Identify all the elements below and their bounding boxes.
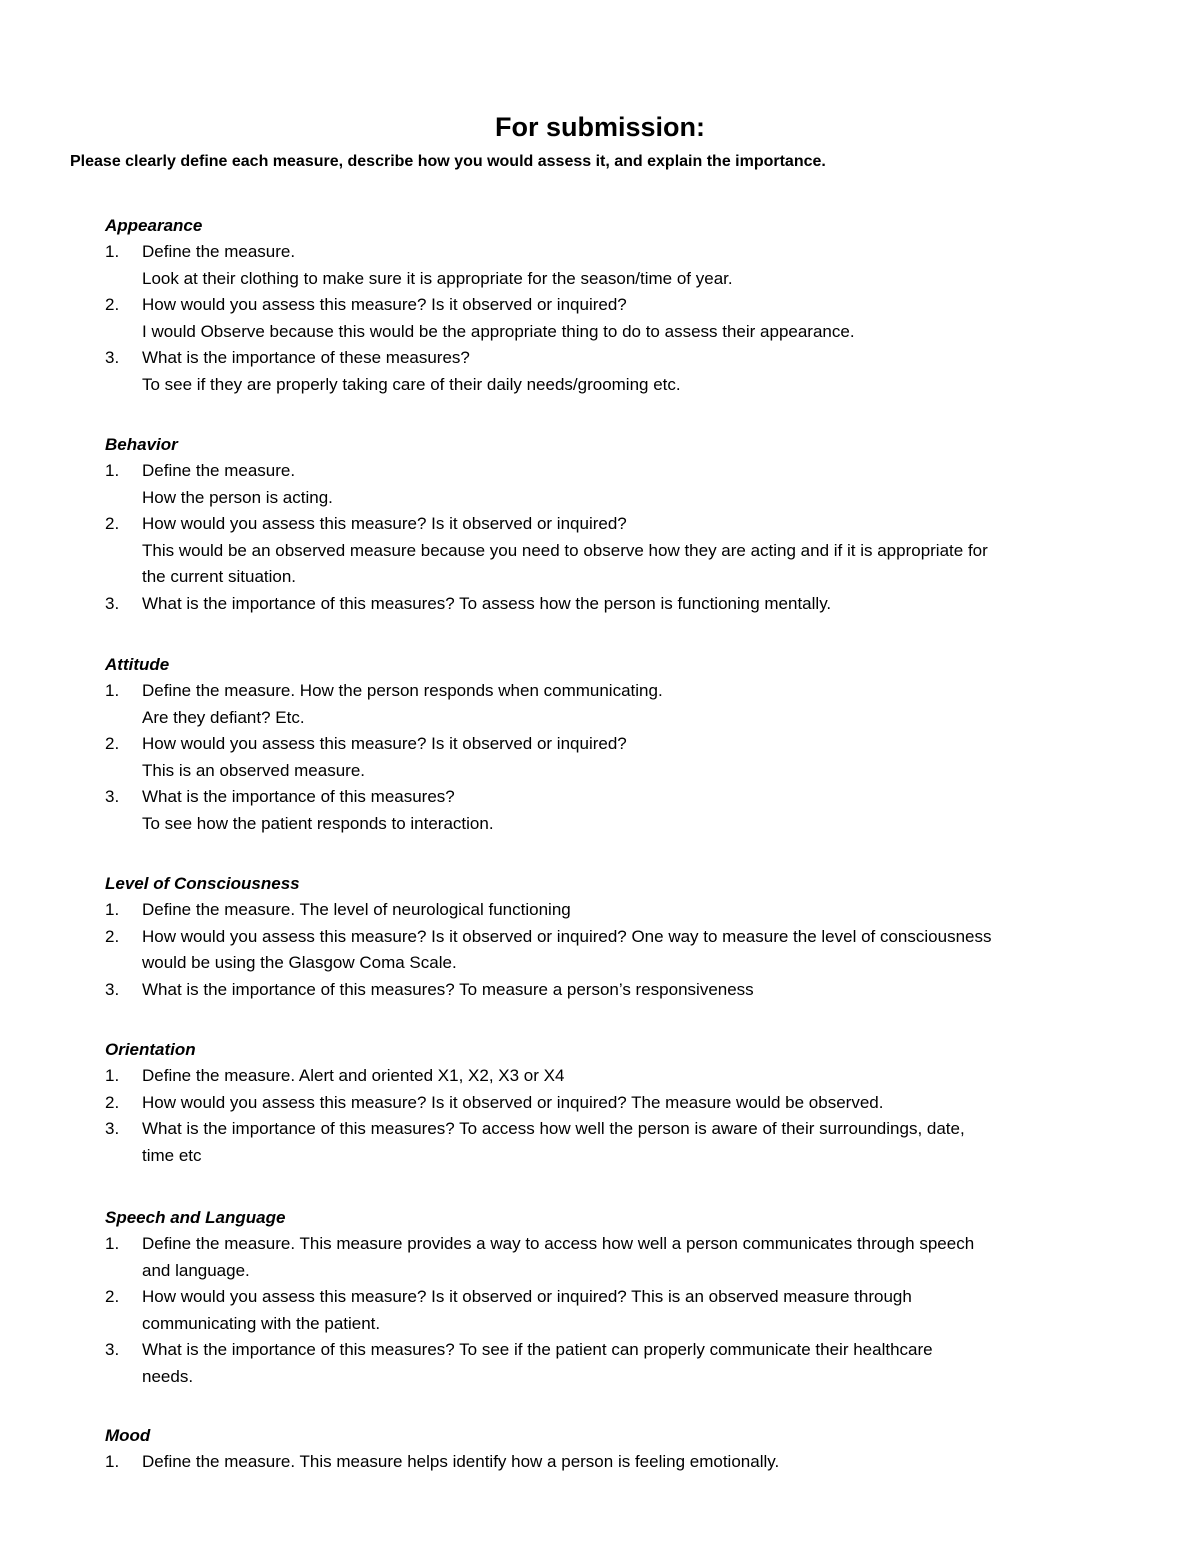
list-item-number: 2. [105, 926, 120, 946]
list-item-text: How the person is acting. [142, 487, 333, 507]
list-item-number: 3. [105, 348, 120, 367]
list-item [105, 591, 1135, 618]
list-item [105, 977, 1135, 1004]
list-item-text: What is the importance of this measures? To assess how the person is functioning mentally. [142, 593, 832, 613]
list-item-text: To see if they are properly taking care of their daily needs/grooming etc. [142, 374, 681, 394]
list-item-text: Define the measure. [142, 242, 296, 261]
list-item [105, 345, 1135, 398]
list-item-number: 3. [105, 979, 120, 999]
list-item-text: What is the importance of this measures? [142, 787, 455, 806]
list-item-number: 1. [105, 900, 120, 919]
page-title: For submission: [494, 112, 705, 142]
list-item-text: How would you assess this measure? Is it observed or inquired? [142, 514, 627, 533]
section-heading: Behavior [105, 435, 178, 454]
list-item-text: This would be an observed measure because you need to observe how they are acting and if it is appropriate for [142, 540, 988, 560]
list-item [105, 239, 1135, 292]
list-item-number: 1. [105, 681, 120, 700]
section-speech-and-language [105, 1205, 1135, 1390]
list-item-text: What is the importance of these measures? [142, 348, 470, 367]
list-item-text: What is the importance of this measures? To measure a person’s responsiveness [142, 979, 754, 999]
list-item-text: How would you assess this measure? Is it observed or inquired? One way to measure the level of consciousness [142, 926, 992, 946]
list-item [105, 1284, 1135, 1337]
list-item-text: Define the measure. This measure provides a way to access how well a person communicates through speech [142, 1234, 975, 1253]
section-level-of-consciousness [105, 871, 1135, 1003]
instructions-text: Please clearly define each measure, describe how you would assess it, and explain the importance. [70, 153, 826, 170]
list-item-text: Look at their clothing to make sure it is appropriate for the season/time of year. [142, 268, 733, 288]
list-item-number: 2. [105, 514, 120, 533]
list-item-text: How would you assess this measure? Is it observed or inquired? This is an observed measure through [142, 1287, 912, 1306]
section-orientation [105, 1037, 1135, 1169]
list-item-text: To see how the patient responds to interaction. [142, 813, 494, 833]
list-item-text: What is the importance of this measures? To see if the patient can properly communicate their healthcare [142, 1340, 933, 1359]
list-item [105, 924, 1135, 977]
list-item [105, 1090, 1135, 1117]
list-item-text: Define the measure. Alert and oriented X1, X2, X3 or X4 [142, 1066, 565, 1085]
list-item [105, 1231, 1135, 1284]
list-item-text: Define the measure. The level of neurological functioning [142, 900, 571, 919]
list-item [105, 678, 1135, 731]
list-item-text: Define the measure. This measure helps identify how a person is feeling emotionally. [142, 1452, 780, 1471]
list-item-number: 3. [105, 787, 120, 806]
list-item-number: 1. [105, 461, 120, 480]
list-item-text: How would you assess this measure? Is it observed or inquired? [142, 295, 627, 314]
list-item-text: the current situation. [142, 567, 297, 586]
section-heading: Mood [105, 1426, 151, 1445]
list-item-number: 2. [105, 1287, 120, 1306]
list-item-number: 3. [105, 1119, 120, 1138]
list-item [105, 897, 1135, 924]
section-heading: Orientation [105, 1040, 196, 1059]
list-item-number: 1. [105, 1452, 120, 1471]
section-attitude [105, 652, 1135, 837]
section-heading: Level of Consciousness [105, 874, 300, 893]
list-item-text: How would you assess this measure? Is it observed or inquired? [142, 734, 627, 753]
list-item-text: What is the importance of this measures? To access how well the person is aware of their surroundings, date, [142, 1119, 965, 1138]
list-item [105, 784, 1135, 837]
list-item-text: Are they defiant? Etc. [142, 707, 305, 727]
list-item-number: 1. [105, 242, 120, 261]
section-mood [105, 1423, 1135, 1476]
list-item-text: communicating with the patient. [142, 1313, 381, 1333]
list-item-text: This is an observed measure. [142, 760, 365, 780]
list-item [105, 1337, 1135, 1390]
list-item-number: 2. [105, 1092, 120, 1112]
list-item-text: I would Observe because this would be the appropriate thing to do to assess their appearance. [142, 321, 855, 341]
list-item-text: and language. [142, 1260, 250, 1280]
list-item-number: 1. [105, 1066, 120, 1085]
list-item-text: time etc [142, 1145, 202, 1165]
list-item-text: needs. [142, 1366, 194, 1386]
list-item-text: Define the measure. How the person responds when communicating. [142, 681, 663, 700]
list-item-number: 1. [105, 1234, 120, 1253]
list-item [105, 458, 1135, 511]
list-item [105, 731, 1135, 784]
section-appearance [105, 213, 1135, 398]
list-item [105, 1116, 1135, 1169]
list-item-number: 3. [105, 1340, 120, 1359]
list-item-number: 3. [105, 593, 120, 613]
list-item [105, 511, 1135, 591]
section-heading: Appearance [105, 216, 203, 235]
list-item-number: 2. [105, 734, 120, 753]
section-behavior [105, 432, 1135, 617]
list-item [105, 1449, 1135, 1476]
list-item-text: How would you assess this measure? Is it observed or inquired? The measure would be observed. [142, 1092, 884, 1112]
section-heading: Speech and Language [105, 1208, 286, 1227]
list-item [105, 1063, 1135, 1090]
section-heading: Attitude [105, 655, 170, 674]
list-item-number: 2. [105, 295, 120, 314]
list-item-text: would be using the Glasgow Coma Scale. [142, 953, 457, 972]
list-item-text: Define the measure. [142, 461, 296, 480]
list-item [105, 292, 1135, 345]
